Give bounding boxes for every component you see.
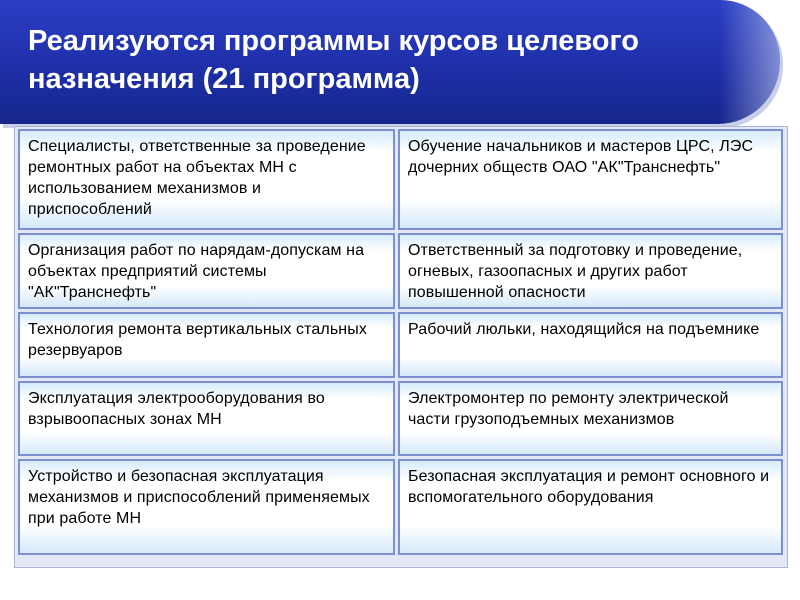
table-cell-left: Устройство и безопасная эксплуатация механизмов и приспособлений применяемых при работе МН [18,459,395,555]
table-cell-left: Специалисты, ответственные за проведение ремонтных работ на объектах МН с использованием механизмов и приспособлений [18,129,395,230]
table-cell-right: Рабочий люльки, находящийся на подъемнике [398,312,783,378]
slide-title: Реализуются программы курсов целевого назначения (21 программа) [28,25,639,95]
table-cell-right: Обучение начальников и мастеров ЦРС, ЛЭС дочерних обществ ОАО "АК"Транснефть" [398,129,783,230]
table-cell-right: Электромонтер по ремонту электрической части грузоподъемных механизмов [398,381,783,456]
table-cell-left: Технология ремонта вертикальных стальных резервуаров [18,312,395,378]
table-cell-left: Эксплуатация электрооборудования во взрывоопасных зонах МН [18,381,395,456]
programs-table [18,129,783,555]
table-cell-right: Безопасная эксплуатация и ремонт основного и вспомогательного оборудования [398,459,783,555]
table-cell-right: Ответственный за подготовку и проведение, огневых, газоопасных и других работ повышенной опасности [398,233,783,309]
table-cell-left: Организация работ по нарядам-допускам на объектах предприятий системы "АК"Транснефть" [18,233,395,309]
